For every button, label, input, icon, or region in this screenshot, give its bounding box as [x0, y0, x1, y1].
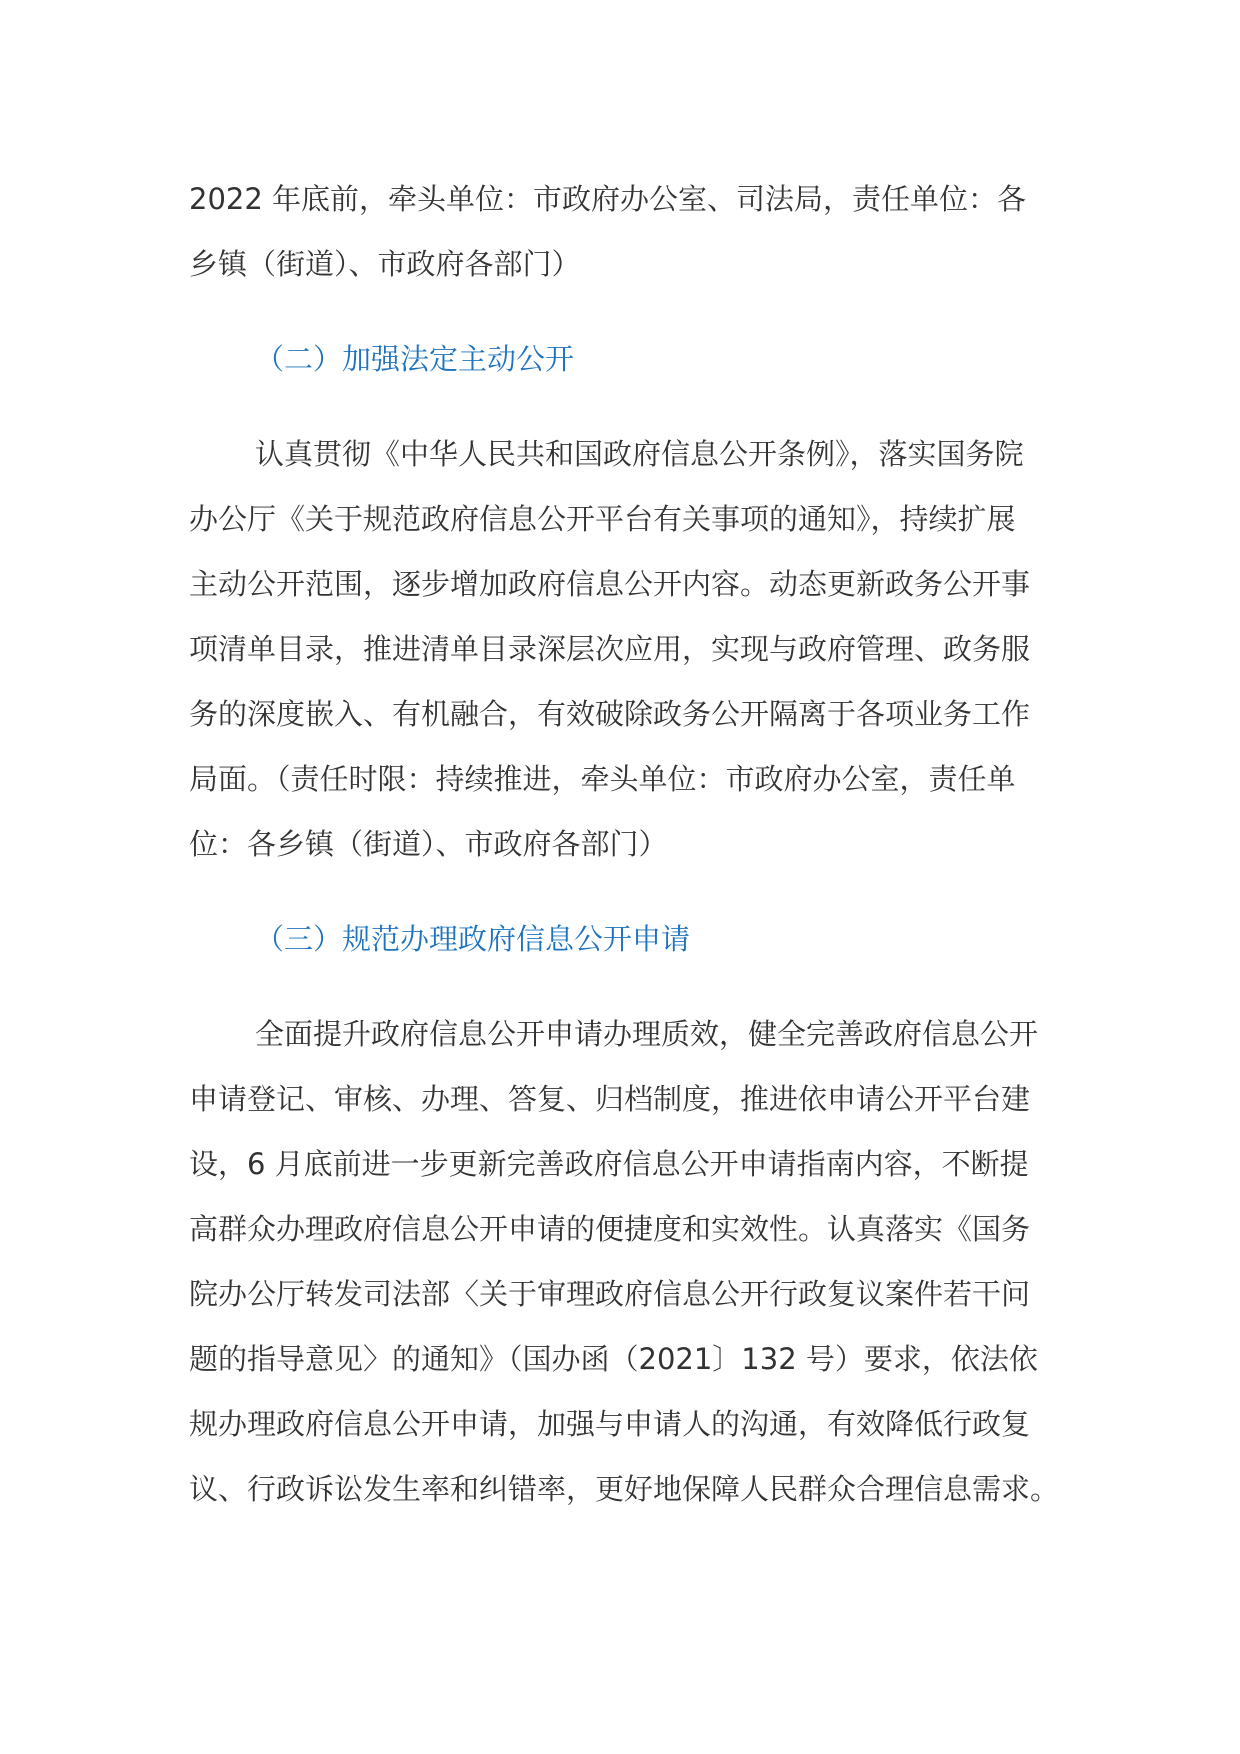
paragraph-line: 局面。（责任时限：持续推进，牵头单位：市政府办公室，责任单	[189, 762, 1016, 796]
paragraph-line: 2022 年底前，牵头单位：市政府办公室、司法局，责任单位：各	[189, 182, 1027, 216]
section-paragraph	[189, 1002, 1090, 1522]
paragraph-line: 全面提升政府信息公开申请办理质效，健全完善政府信息公开	[255, 1017, 1039, 1051]
paragraph-line: 申请登记、审核、办理、答复、归档制度，推进依申请公开平台建	[189, 1082, 1031, 1116]
section-heading: （二）加强法定主动公开	[255, 342, 575, 376]
section-paragraph	[189, 422, 1090, 877]
paragraph-line: 认真贯彻《中华人民共和国政府信息公开条例》，落实国务院	[255, 437, 1024, 471]
paragraph-line: 题的指导意见〉的通知》（国办函（2021〕132 号）要求，依法依	[189, 1342, 1038, 1376]
paragraph-line: 位：各乡镇（街道）、市政府各部门）	[189, 827, 668, 861]
paragraph-line: 办公厅《关于规范政府信息公开平台有关事项的通知》，持续扩展	[189, 502, 1016, 536]
continuation-paragraph	[189, 167, 1090, 297]
paragraph-line: 主动公开范围，逐步增加政府信息公开内容。动态更新政务公开事	[189, 567, 1031, 601]
paragraph-line: 项清单目录，推进清单目录深层次应用，实现与政府管理、政务服	[189, 632, 1031, 666]
paragraph-line: 设，6 月底前进一步更新完善政府信息公开申请指南内容，不断提	[189, 1147, 1029, 1181]
paragraph-line: 院办公厅转发司法部〈关于审理政府信息公开行政复议案件若干问	[189, 1277, 1031, 1311]
paragraph-line: 规办理政府信息公开申请，加强与申请人的沟通，有效降低行政复	[189, 1407, 1031, 1441]
paragraph-line: 议、行政诉讼发生率和纠错率，更好地保障人民群众合理信息需求。	[189, 1472, 1060, 1506]
paragraph-line: 高群众办理政府信息公开申请的便捷度和实效性。认真落实《国务	[189, 1212, 1031, 1246]
paragraph-line: 务的深度嵌入、有机融合，有效破除政务公开隔离于各项业务工作	[189, 697, 1031, 731]
paragraph-line: 乡镇（街道）、市政府各部门）	[189, 247, 581, 281]
section-heading: （三）规范办理政府信息公开申请	[255, 922, 691, 956]
